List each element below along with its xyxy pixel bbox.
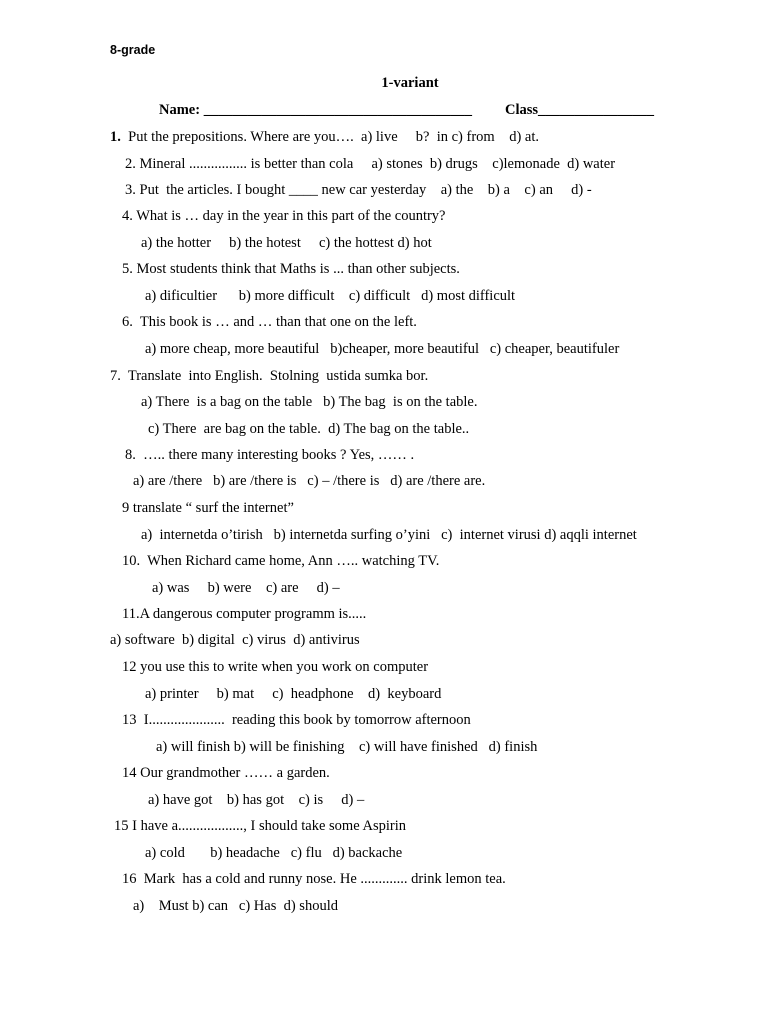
- question-10: 10. When Richard came home, Ann ….. watching TV.: [122, 553, 440, 569]
- question-5: 5. Most students think that Maths is ... than other subjects.: [122, 261, 460, 277]
- question-11: 11.A dangerous computer programm is.....: [122, 606, 367, 622]
- question-14: 14 Our grandmother …… a garden.: [122, 765, 330, 781]
- question-5-options: a) dificultier b) more difficult c) difficult d) most difficult: [145, 288, 516, 304]
- question-13: 13 I..................... reading this book by tomorrow afternoon: [122, 712, 471, 728]
- question-16-options: a) Must b) can c) Has d) should: [133, 898, 338, 914]
- question-15: 15 I have a.................., I should take some Aspirin: [114, 818, 406, 834]
- question-2: 2. Mineral ................ is better than cola a) stones b) drugs c)lemonade d) water: [125, 156, 616, 172]
- question-9: 9 translate “ surf the internet”: [122, 500, 294, 516]
- grade-label: 8-grade: [110, 43, 156, 57]
- question-15-options: a) cold b) headache c) flu d) backache: [145, 845, 403, 861]
- question-12-options: a) printer b) mat c) headphone d) keyboard: [145, 686, 442, 702]
- question-7: 7. Translate into English. Stolning ustida sumka bor.: [110, 368, 429, 384]
- question-6: 6. This book is … and … than that one on the left.: [122, 314, 417, 330]
- question-4-options: a) the hotter b) the hotest c) the hottest d) hot: [141, 235, 432, 251]
- question-1: [110, 128, 539, 146]
- question-8-options: a) are /there b) are /there is c) – /there is d) are /there are.: [133, 473, 486, 489]
- question-9-options: a) internetda o’tirish b) internetda surfing o’yini c) internet virusi d) aqqli internet: [141, 527, 637, 543]
- variant-title: 1-variant: [381, 75, 439, 91]
- question-1-text: Put the prepositions. Where are you…. a) live b? in c) from d) at.: [120, 129, 539, 145]
- question-7-options-ab: a) There is a bag on the table b) The bag is on the table.: [141, 394, 478, 410]
- name-field-label: Name: _____________________________________: [159, 102, 472, 118]
- class-field-label: Class________________: [505, 102, 655, 118]
- question-1-number: 1.: [110, 129, 121, 145]
- question-16: 16 Mark has a cold and runny nose. He ............. drink lemon tea.: [122, 871, 506, 887]
- question-4: 4. What is … day in the year in this part of the country?: [122, 208, 446, 224]
- question-13-options: a) will finish b) will be finishing c) will have finished d) finish: [156, 739, 538, 755]
- question-11-options: a) software b) digital c) virus d) antivirus: [110, 632, 360, 648]
- question-12: 12 you use this to write when you work on computer: [122, 659, 429, 675]
- question-8: 8. ….. there many interesting books ? Yes, …… .: [125, 447, 415, 463]
- question-10-options: a) was b) were c) are d) –: [152, 580, 340, 596]
- question-6-options: a) more cheap, more beautiful b)cheaper, more beautiful c) cheaper, beautifuler: [145, 341, 620, 357]
- question-7-options-cd: c) There are bag on the table. d) The bag on the table..: [148, 421, 470, 437]
- question-3: 3. Put the articles. I bought ____ new car yesterday a) the b) a c) an d) -: [125, 182, 592, 198]
- question-14-options: a) have got b) has got c) is d) –: [148, 792, 365, 808]
